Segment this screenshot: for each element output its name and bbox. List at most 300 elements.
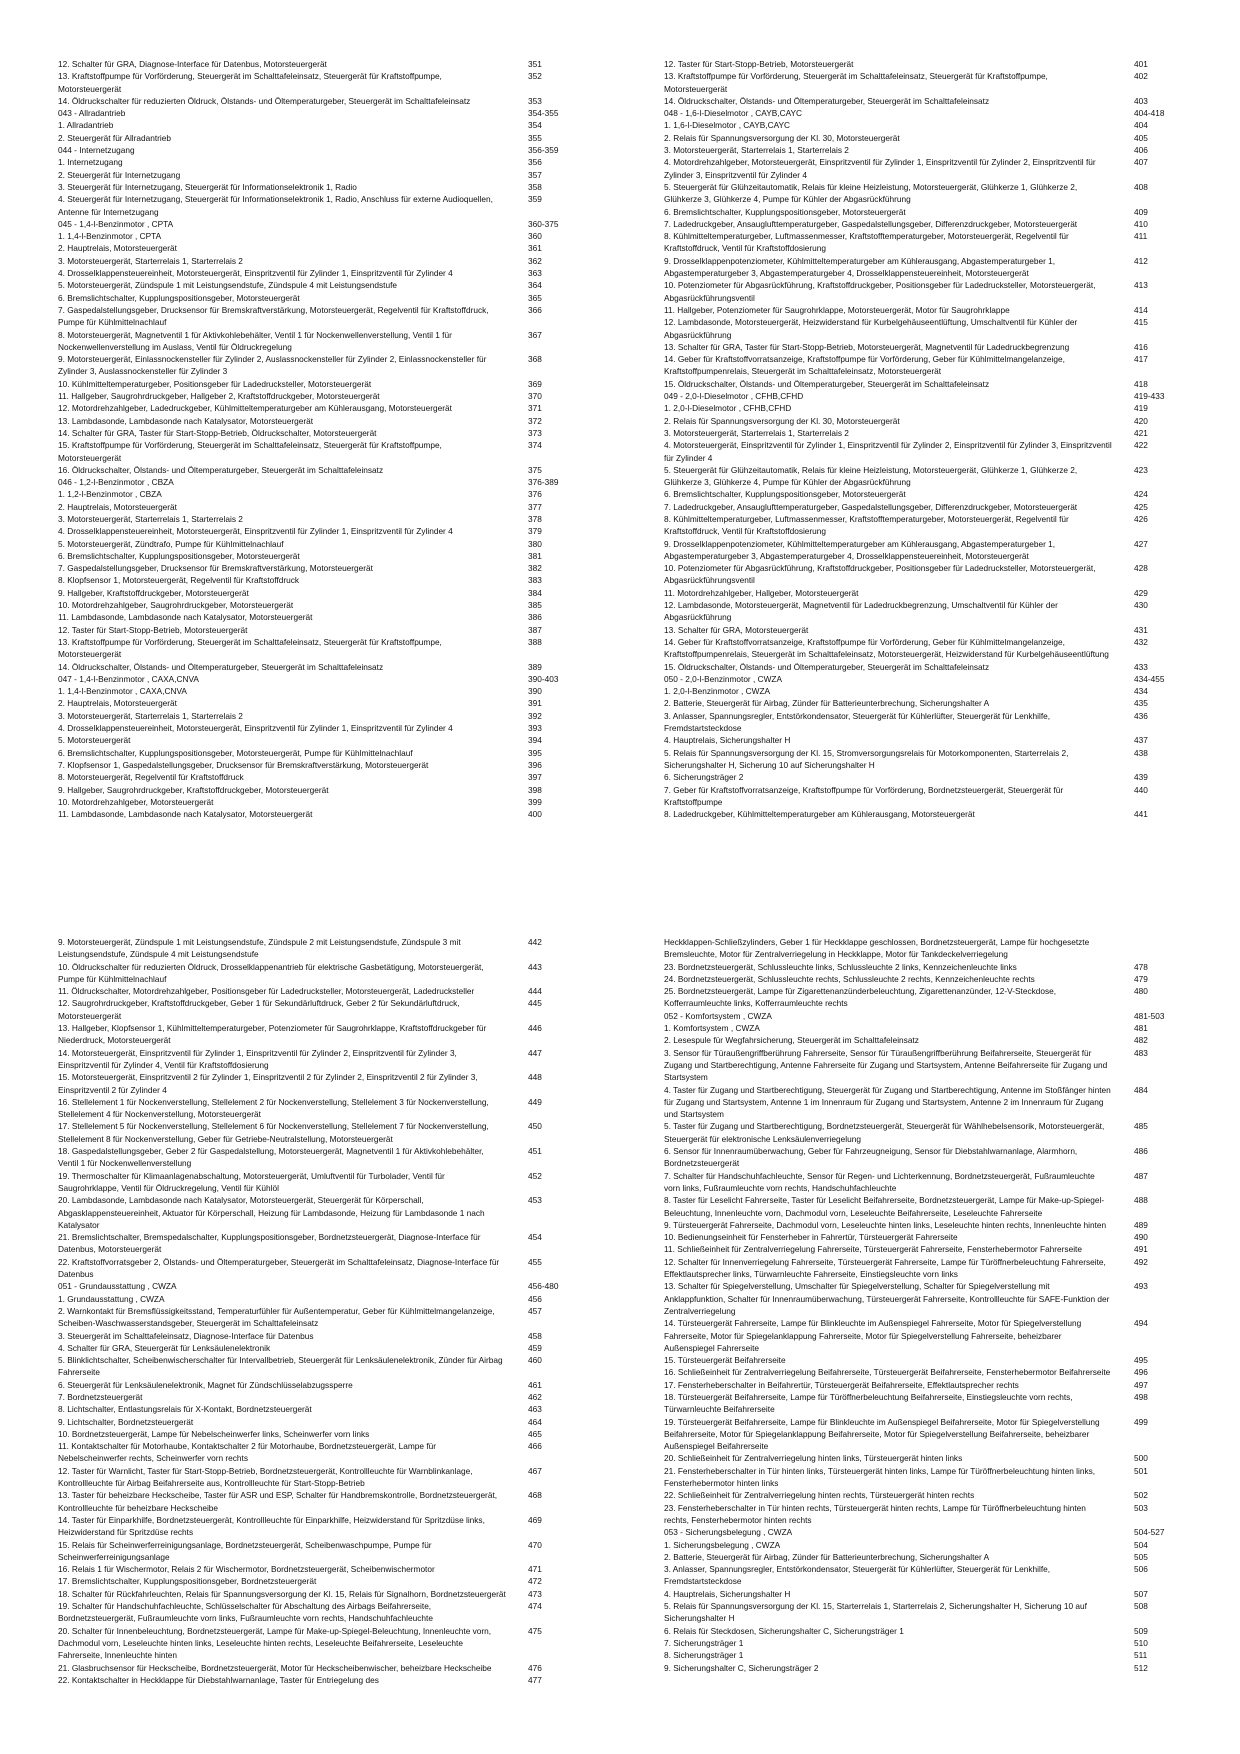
toc-entry — [664, 1084, 1176, 1121]
toc-entry-title: 13. Kraftstoffpumpe für Vorförderung, Steuergerät im Schalttafeleinsatz, Steuergerät für Kraftstoffpumpe, Motorsteuergerät — [58, 636, 442, 660]
toc-entry-title: 9. Drosselklappenpotenziometer, Kühlmitteltemperaturgeber am Kühlerausgang, Abgastemperaturgeber 1, Abgastemperaturgeber 3, Abgastemperaturgeber 4, Drosselklappensteuereinheit, Motorsteuergerät — [664, 538, 1056, 561]
toc-entry — [664, 1416, 1176, 1453]
toc-entry — [664, 685, 1176, 697]
toc-entry-title: 6. Bremslichtschalter, Kupplungspositionsgeber, Motorsteuergerät — [664, 206, 906, 217]
toc-entry-page: 423 — [1134, 464, 1148, 475]
toc-entry-page: 385 — [528, 600, 542, 611]
toc-entry — [664, 378, 1176, 390]
toc-entry-page: 477 — [528, 1674, 542, 1685]
toc-entry-page: 361 — [528, 243, 542, 254]
toc-entry-page: 427 — [1134, 538, 1148, 549]
toc-entry-title: 14. Türsteuergerät Fahrerseite, Lampe für Blinkleuchte im Außenspiegel Fahrerseite, Motor für Spiegelverstellung Fahrerseite, Motor für Spiegelanklappung Fahrerseite, Motor für Spiegelverstellung Fahrerseite, beheizbarer Außenspiegel Fahrerseite — [664, 1318, 1082, 1353]
toc-entry — [58, 329, 570, 354]
toc-entry — [58, 1379, 570, 1391]
toc-entry — [58, 1600, 570, 1625]
toc-entry — [58, 488, 570, 500]
toc-entry — [664, 1145, 1176, 1170]
toc-entry-page: 358 — [528, 181, 542, 192]
toc-entry-page: 410 — [1134, 218, 1148, 229]
toc-entry-title: 24. Bordnetzsteuergerät, Schlussleuchte rechts, Schlussleuchte 2 rechts, Kennzeichenleuchte rechts — [664, 973, 1035, 984]
toc-entry — [664, 390, 1176, 402]
toc-entry — [58, 304, 570, 329]
toc-entry — [664, 95, 1176, 107]
toc-entry-page: 460 — [528, 1355, 542, 1366]
toc-entry-page: 419 — [1134, 403, 1148, 414]
toc-entry — [58, 771, 570, 783]
toc-entry — [58, 525, 570, 537]
toc-column-bottom-left — [58, 936, 570, 1686]
toc-entry — [58, 1674, 570, 1686]
toc-entry-page: 418 — [1134, 378, 1148, 389]
toc-entry — [58, 1170, 570, 1195]
toc-entry-page: 434 — [1134, 686, 1148, 697]
toc-entry — [58, 747, 570, 759]
toc-entry-title: 9. Lichtschalter, Bordnetzsteuergerät — [58, 1416, 194, 1427]
toc-entry-title: 10. Bordnetzsteuergerät, Lampe für Nebelscheinwerfer links, Scheinwerfer vorn links — [58, 1428, 370, 1439]
toc-entry-page: 456-480 — [528, 1281, 559, 1292]
toc-entry-title: 13. Lambdasonde, Lambdasonde nach Katalysator, Motorsteuergerät — [58, 415, 314, 426]
toc-entry-page: 465 — [528, 1428, 542, 1439]
toc-entry-title: 9. Sicherungshalter C, Sicherungsträger 2 — [664, 1662, 819, 1673]
toc-entry — [664, 1231, 1176, 1243]
toc-entry-page: 380 — [528, 538, 542, 549]
toc-entry — [664, 710, 1176, 735]
toc-entry-page: 439 — [1134, 772, 1148, 783]
toc-entry-title: 14. Geber für Kraftstoffvorratsanzeige, Kraftstoffpumpe für Vorförderung, Geber für Kühlmittelmangelanzeige, Kraftstoffpumpenrelais, Steuergerät im Schalttafeleinsatz, Motorsteuergerät — [664, 354, 1065, 377]
toc-entry-page: 480 — [1134, 986, 1148, 997]
toc-entry-page: 356-359 — [528, 145, 559, 156]
toc-entry — [664, 439, 1176, 464]
toc-entry-title: 20. Lambdasonde, Lambdasonde nach Katalysator, Motorsteuergerät, Steuergerät für Körperschall, Abgasklappensteuereinheit, Aktuator für Körperschall, Heizung für Lambdasonde, Heizung für Lambdasonde 1 nach Katalysator — [58, 1195, 485, 1230]
toc-entry-title: 15. Motorsteuergerät, Einspritzventil 2 für Zylinder 1, Einspritzventil 2 für Zylinder 2, Einspritzventil 2 für Zylinder 3, Einspritzventil 2 für Zylinder 4 — [58, 1072, 478, 1095]
toc-entry — [664, 1465, 1176, 1490]
toc-entry-title: 23. Bordnetzsteuergerät, Schlussleuchte links, Schlussleuchte 2 links, Kennzeichenleuchte links — [664, 961, 1017, 972]
toc-entry-page: 412 — [1134, 255, 1148, 266]
toc-entry-page: 378 — [528, 513, 542, 524]
toc-entry-title: 7. Geber für Kraftstoffvorratsanzeige, Kraftstoffpumpe für Vorförderung, Bordnetzsteuergerät, Steuergerät für Kraftstoffpumpe — [664, 784, 1064, 807]
toc-entry-title: 9. Hallgeber, Saugrohrdruckgeber, Kraftstoffdruckgeber, Motorsteuergerät — [58, 784, 329, 795]
toc-entry-page: 387 — [528, 624, 542, 635]
toc-entry — [664, 1649, 1176, 1661]
toc-entry — [58, 1354, 570, 1379]
toc-entry-page: 403 — [1134, 95, 1148, 106]
toc-entry — [58, 1514, 570, 1539]
toc-entry — [58, 1120, 570, 1145]
toc-entry-title: 22. Kontaktschalter in Heckklappe für Diebstahlwarnanlage, Taster für Entriegelung des — [58, 1674, 379, 1685]
toc-entry-title: 12. Lambdasonde, Motorsteuergerät, Heizwiderstand für Kurbelgehäuseentlüftung, Umschaltventil für Kühler der Abgasrückführung — [664, 317, 1078, 340]
toc-entry — [58, 759, 570, 771]
toc-entry-title: 1. Allradantrieb — [58, 120, 114, 131]
toc-entry-page: 494 — [1134, 1318, 1148, 1329]
toc-entry-title: 19. Thermoschalter für Klimaanlagenabschaltung, Motorsteuergerät, Umluftventil für Turbolader, Ventil für Saugrohrklappe, Ventil für Öldruckregelung, Ventil für Kühlöl — [58, 1170, 445, 1193]
toc-entry-page: 462 — [528, 1391, 542, 1402]
toc-entry-page: 376-389 — [528, 477, 559, 488]
toc-entry-page: 482 — [1134, 1035, 1148, 1046]
toc-entry — [664, 562, 1176, 587]
toc-entry-title: 9. Motorsteuergerät, Einlassnockensteller für Zylinder 2, Auslassnockensteller für Zylinder 2, Einlassnockensteller für Zylinder 3, Auslassnockensteller für Zylinder 3 — [58, 354, 487, 377]
toc-entry — [58, 734, 570, 746]
toc-entry-title: 3. Sensor für Türaußengriffberührung Fahrerseite, Sensor für Türaußengriffberührung Beifahrerseite, Steuergerät für Zugang und Startberechtigung, Antenne Fahrerseite für Zugang und Startsystem, Antenne Beifahrerseite für Zugang und Startsystem — [664, 1047, 1108, 1083]
toc-entry — [664, 734, 1176, 746]
toc-entry-title: 5. Relais für Spannungsversorgung der Kl. 15, Starterrelais 1, Starterrelais 2, Sicherungshalter H, Sicherung 10 auf Sicherungshalter H — [664, 1601, 1087, 1624]
toc-entry — [58, 1047, 570, 1072]
toc-entry-title: 1. Grundausstattung , CWZA — [58, 1293, 165, 1304]
toc-entry-title: 050 - 2,0-l-Benzinmotor , CWZA — [664, 673, 783, 684]
toc-entry-page: 478 — [1134, 961, 1148, 972]
toc-entry-title: 2. Relais für Spannungsversorgung der Kl. 30, Motorsteuergerät — [664, 415, 900, 426]
toc-entry-title: 3. Motorsteuergerät, Starterrelais 1, Starterrelais 2 — [58, 513, 243, 524]
toc-entry — [58, 230, 570, 242]
toc-entry — [664, 255, 1176, 280]
toc-entry-page: 409 — [1134, 206, 1148, 217]
toc-entry-title: 047 - 1,4-l-Benzinmotor , CAXA,CNVA — [58, 673, 199, 684]
toc-entry-page: 376 — [528, 489, 542, 500]
toc-entry — [664, 1600, 1176, 1625]
toc-entry-title: 053 - Sicherungsbelegung , CWZA — [664, 1527, 793, 1538]
toc-entry — [664, 1637, 1176, 1649]
toc-entry-title: 6. Bremslichtschalter, Kupplungspositionsgeber, Motorsteuergerät — [58, 292, 300, 303]
toc-entry-title: 19. Türsteuergerät Beifahrerseite, Lampe für Blinkleuchte im Außenspiegel Beifahrerseite, Motor für Spiegelverstellung Beifahrerseite, Motor für Spiegelanklappung Beifahrerseite, Motor für Spiegelverstellung Beifahrerseite, beheizbarer Außenspiegel Beifahrerseite — [664, 1416, 1100, 1452]
toc-entry-page: 506 — [1134, 1564, 1148, 1575]
toc-entry-title: 7. Ladedruckgeber, Ansauglufttemperaturgeber, Gaspedalstellungsgeber, Differenzdruckgeber, Motorsteuergerät — [664, 501, 1078, 512]
toc-entry-title: 17. Stellelement 5 für Nockenverstellung, Stellelement 6 für Nockenverstellung, Stellelement 7 für Nockenverstellung, Stellelement 8 für Nockenverstellung, Geber für Getriebe-Neutralstellung, Motorsteuergerät — [58, 1121, 489, 1144]
toc-entry-page: 440 — [1134, 784, 1148, 795]
toc-entry-page: 352 — [528, 71, 542, 82]
toc-entry — [664, 353, 1176, 378]
toc-entry-page: 461 — [528, 1379, 542, 1390]
toc-entry — [58, 661, 570, 673]
toc-entry — [58, 636, 570, 661]
toc-entry-page: 441 — [1134, 809, 1148, 820]
toc-entry — [664, 1256, 1176, 1281]
toc-entry-title: 1. 2,0-l-Dieselmotor , CFHB,CFHD — [664, 403, 792, 414]
toc-entry — [58, 1071, 570, 1096]
toc-entry-title: 7. Gaspedalstellungsgeber, Drucksensor für Bremskraftverstärkung, Motorsteuergerät — [58, 563, 373, 574]
toc-entry-title: 2. Batterie, Steuergerät für Airbag, Zünder für Batterieunterbrechung, Sicherungshalter A — [664, 698, 990, 709]
toc-entry-title: 17. Bremslichtschalter, Kupplungspositionsgeber, Bordnetzsteuergerät — [58, 1576, 317, 1587]
toc-entry-title: 1. 1,6-l-Dieselmotor , CAYB,CAYC — [664, 120, 791, 131]
toc-entry-page: 397 — [528, 772, 542, 783]
toc-entry — [58, 58, 570, 70]
toc-entry — [58, 1662, 570, 1674]
toc-entry-title: 4. Hauptrelais, Sicherungshalter H — [664, 1588, 791, 1599]
toc-entry-page: 479 — [1134, 973, 1148, 984]
toc-entry-page: 408 — [1134, 181, 1148, 192]
toc-entry-page: 484 — [1134, 1084, 1148, 1095]
toc-entry-title: 1. Sicherungsbelegung , CWZA — [664, 1539, 781, 1550]
toc-entry-page: 458 — [528, 1330, 542, 1341]
toc-entry-title: 2. Batterie, Steuergerät für Airbag, Zünder für Batterieunterbrechung, Sicherungshalter A — [664, 1551, 990, 1562]
toc-entry-page: 436 — [1134, 710, 1148, 721]
toc-entry — [664, 538, 1176, 563]
toc-entry-page: 433 — [1134, 661, 1148, 672]
toc-entry — [58, 1403, 570, 1415]
toc-entry-title: 2. Warnkontakt für Bremsflüssigkeitsstand, Temperaturfühler für Außentemperatur, Geber für Kühlmittelmangelanzeige, Scheiben-Waschwasserstandsgeber, Steuergerät im Schalttafeleinsatz — [58, 1305, 495, 1329]
toc-entry-title: 7. Klopfsensor 1, Gaspedalstellungsgeber, Drucksensor für Bremskraftverstärkung, Motorsteuergerät — [58, 759, 429, 770]
toc-entry-page: 469 — [528, 1514, 542, 1525]
toc-entry-page: 474 — [528, 1601, 542, 1612]
toc-entry-title: 17. Fensterheberschalter in Beifahrertür, Türsteuergerät Beifahrerseite, Effektlautsprecher rechts — [664, 1379, 1019, 1390]
toc-entry-title: 7. Ladedruckgeber, Ansauglufttemperaturgeber, Gaspedalstellungsgeber, Differenzdruckgeber, Motorsteuergerät — [664, 218, 1078, 229]
toc-entry — [58, 784, 570, 796]
toc-entry-title: 7. Sicherungsträger 1 — [664, 1637, 744, 1648]
toc-entry-title: 21. Glasbruchsensor für Heckscheibe, Bordnetzsteuergerät, Motor für Heckscheibenwischer, beheizbare Heckscheibe — [58, 1662, 492, 1673]
toc-entry-title: 8. Motorsteuergerät, Magnetventil 1 für Aktivkohlebehälter, Ventil 1 für Nockenwellenverstellung, Ventil 1 für Nockenwellenverstellung im Auslass, Ventil für Öldruckregelung — [58, 329, 452, 352]
toc-entry-page: 379 — [528, 526, 542, 537]
toc-entry-page: 472 — [528, 1576, 542, 1587]
toc-entry-page: 500 — [1134, 1453, 1148, 1464]
toc-entry-title: 6. Sicherungsträger 2 — [664, 772, 744, 783]
toc-entry-page: 510 — [1134, 1637, 1148, 1648]
toc-entry-page: 431 — [1134, 624, 1148, 635]
toc-entry — [664, 784, 1176, 809]
toc-entry-title: 045 - 1,4-l-Benzinmotor , CPTA — [58, 218, 174, 229]
toc-entry-title: 1. 1,4-l-Benzinmotor , CAXA,CNVA — [58, 686, 187, 697]
toc-entry-title: 4. Motordrehzahlgeber, Motorsteuergerät, Einspritzventil für Zylinder 1, Einspritzventil für Zylinder 2, Einspritzventil für Zylinder 3, Einspritzventil für Zylinder 4 — [664, 157, 1096, 180]
toc-entry — [664, 1452, 1176, 1464]
toc-entry-title: 6. Relais für Steckdosen, Sicherungshalter C, Sicherungsträger 1 — [664, 1625, 904, 1636]
toc-entry-page: 504-527 — [1134, 1527, 1165, 1538]
toc-entry — [664, 1047, 1176, 1084]
toc-entry-title: 15. Relais für Scheinwerferreinigungsanlage, Bordnetzsteuergerät, Scheibenwaschpumpe, Pumpe für Scheinwerferreinigungsanlage — [58, 1539, 432, 1562]
toc-entry-page: 447 — [528, 1047, 542, 1058]
toc-entry — [58, 95, 570, 107]
toc-entry — [58, 1489, 570, 1514]
toc-entry — [58, 193, 570, 218]
toc-entry-title: 3. Steuergerät für Internetzugang, Steuergerät für Informationselektronik 1, Radio — [58, 181, 357, 192]
toc-entry — [58, 353, 570, 378]
toc-entry-page: 486 — [1134, 1146, 1148, 1157]
toc-entry-title: 1. 2,0-l-Benzinmotor , CWZA — [664, 686, 771, 697]
toc-entry — [58, 390, 570, 402]
toc-entry-page: 490 — [1134, 1232, 1148, 1243]
toc-entry-page: 428 — [1134, 563, 1148, 574]
toc-entry-page: 351 — [528, 59, 542, 69]
toc-entry-page: 404-418 — [1134, 108, 1165, 119]
toc-entry-title: 12. Schalter für Innenverriegelung Fahrerseite, Türsteuergerät Fahrerseite, Lampe für Türöffnerbeleuchtung Fahrerseite, Effektlautsprecher links, Türwarnleuchte Fahrerseite, Einstiegsleuchte vorn links — [664, 1256, 1106, 1280]
toc-entry-title: 18. Türsteuergerät Beifahrerseite, Lampe für Türöffnerbeleuchtung Beifahrerseite, Einstiegsleuchte vorn rechts, Türwarnleuchte Beifahrerseite — [664, 1391, 1073, 1415]
toc-entry-page: 364 — [528, 280, 542, 291]
toc-entry-page: 471 — [528, 1564, 542, 1575]
toc-entry-page: 497 — [1134, 1379, 1148, 1390]
toc-entry-page: 464 — [528, 1416, 542, 1427]
toc-entry-title: 10. Motordrehzahlgeber, Motorsteuergerät — [58, 796, 214, 807]
toc-entry-page: 442 — [528, 937, 542, 947]
toc-entry-page: 369 — [528, 378, 542, 389]
toc-entry-page: 434-455 — [1134, 673, 1165, 684]
toc-entry-title: 2. Steuergerät für Allradantrieb — [58, 132, 171, 143]
toc-entry — [664, 1194, 1176, 1219]
toc-entry — [58, 1342, 570, 1354]
toc-entry-title: 13. Schalter für Spiegelverstellung, Umschalter für Spiegelverstellung, Schalter für Spiegelverstellung mit Anklappfunktion, Schalter für Innenraumüberwachung, Türsteuergerät Fahrerseite, Kontrollleuchte für SAFE-Funktion der Zentralverriegelung — [664, 1281, 1110, 1316]
toc-entry — [664, 1502, 1176, 1527]
toc-entry — [664, 501, 1176, 513]
toc-entry-page: 416 — [1134, 341, 1148, 352]
toc-entry-title: 14. Öldruckschalter, Ölstands- und Öltemperaturgeber, Steuergerät im Schalttafeleinsatz — [664, 95, 990, 106]
toc-entry-page: 398 — [528, 784, 542, 795]
toc-entry — [58, 562, 570, 574]
toc-entry-page: 438 — [1134, 747, 1148, 758]
toc-entry — [664, 1539, 1176, 1551]
toc-entry-page: 429 — [1134, 587, 1148, 598]
toc-entry — [664, 636, 1176, 661]
toc-entry-page: 413 — [1134, 280, 1148, 291]
toc-entry-page: 467 — [528, 1465, 542, 1476]
toc-entry-page: 362 — [528, 255, 542, 266]
toc-column-top-right — [664, 58, 1176, 820]
toc-entry-title: 3. Anlasser, Spannungsregler, Entstörkondensator, Steuergerät für Kühlerlüfter, Steuergerät für Lenkhilfe, Fremdstartsteckdose — [664, 1564, 1051, 1587]
toc-entry-title: 4. Drosselklappensteuereinheit, Motorsteuergerät, Einspritzventil für Zylinder 1, Einspritzventil für Zylinder 4 — [58, 526, 453, 537]
toc-entry-page: 491 — [1134, 1244, 1148, 1255]
toc-entry-page: 372 — [528, 415, 542, 426]
toc-entry-title: 8. Sicherungsträger 1 — [664, 1650, 744, 1661]
toc-entry — [58, 1305, 570, 1330]
toc-entry-page: 508 — [1134, 1601, 1148, 1612]
toc-entry-page: 501 — [1134, 1465, 1148, 1476]
toc-entry — [58, 1231, 570, 1256]
toc-entry — [58, 169, 570, 181]
toc-entry — [58, 181, 570, 193]
toc-entry — [58, 513, 570, 525]
toc-entry-page: 421 — [1134, 427, 1148, 438]
toc-entry — [664, 513, 1176, 538]
toc-entry — [58, 985, 570, 997]
toc-entry — [664, 488, 1176, 500]
toc-entry — [58, 218, 570, 230]
toc-entry-title: 9. Türsteuergerät Fahrerseite, Dachmodul vorn, Leseleuchte hinten links, Leseleuchte hinten rechts, Innenleuchte hinten — [664, 1219, 1107, 1230]
toc-entry-title: 12. Taster für Start-Stopp-Betrieb, Motorsteuergerät — [58, 624, 248, 635]
toc-entry — [664, 1625, 1176, 1637]
toc-entry — [58, 1145, 570, 1170]
toc-entry-page: 360 — [528, 231, 542, 242]
toc-entry — [58, 587, 570, 599]
toc-entry-page: 498 — [1134, 1391, 1148, 1402]
toc-entry-page: 437 — [1134, 735, 1148, 746]
toc-entry-title: 1. Internetzugang — [58, 157, 123, 168]
toc-entry-title: 13. Taster für beheizbare Heckscheibe, Taster für ASR und ESP, Schalter für Handbremskontrolle, Bordnetzsteuergerät, Kontrollleuchte für beheizbare Heckscheibe — [58, 1490, 498, 1513]
toc-entry-title: 13. Hallgeber, Klopfsensor 1, Kühlmitteltemperaturgeber, Potenziometer für Saugrohrklappe, Kraftstoffdruckgeber für Niederdruck, Motorsteuergerät — [58, 1023, 487, 1046]
toc-entry-title: 4. Schalter für GRA, Steuergerät für Lenksäulenelektronik — [58, 1342, 271, 1353]
toc-entry-page: 371 — [528, 403, 542, 414]
toc-entry-title: 22. Schließeinheit für Zentralverriegelung hinten rechts, Türsteuergerät hinten rechts — [664, 1490, 975, 1501]
toc-entry-title: 11. Motordrehzahlgeber, Hallgeber, Motorsteuergerät — [664, 587, 859, 598]
toc-entry-title: 23. Fensterheberschalter in Tür hinten rechts, Türsteuergerät hinten rechts, Lampe für Türöffnerbeleuchtung hinten rechts, Fensterhebermotor hinten rechts — [664, 1502, 1086, 1525]
toc-entry-title: 3. Motorsteuergerät, Starterrelais 1, Starterrelais 2 — [58, 255, 243, 266]
toc-entry-title: 12. Taster für Warnlicht, Taster für Start-Stopp-Betrieb, Bordnetzsteuergerät, Kontrollleuchte für Warnblinkanlage, Kontrollleuchte für Airbag Beifahrerseite aus, Kontrollleuchte für Start-Stopp-Betrieb — [58, 1465, 473, 1489]
toc-entry-page: 463 — [528, 1404, 542, 1415]
toc-entry-page: 367 — [528, 329, 542, 340]
toc-entry-page: 414 — [1134, 304, 1148, 315]
toc-entry — [664, 1551, 1176, 1563]
toc-entry-title: 3. Motorsteuergerät, Starterrelais 1, Starterrelais 2 — [664, 427, 849, 438]
toc-entry — [58, 1194, 570, 1231]
toc-entry-page: 370 — [528, 391, 542, 402]
toc-entry-title: 12. Taster für Start-Stopp-Betrieb, Motorsteuergerät — [664, 59, 854, 69]
toc-entry-page: 411 — [1134, 231, 1148, 242]
toc-entry-title: 5. Motorsteuergerät, Zündtrafo, Pumpe für Kühlmittelnachlauf — [58, 538, 284, 549]
toc-entry-page: 417 — [1134, 354, 1148, 365]
toc-entry — [664, 985, 1176, 1010]
toc-entry — [58, 1022, 570, 1047]
toc-entry-title: 13. Schalter für GRA, Taster für Start-Stopp-Betrieb, Motorsteuergerät, Magnetventil für Ladedruckbegrenzung — [664, 341, 1070, 352]
toc-entry — [664, 279, 1176, 304]
toc-entry-title: 15. Kraftstoffpumpe für Vorförderung, Steuergerät im Schalttafeleinsatz, Steuergerät für Kraftstoffpumpe, Motorsteuergerät — [58, 440, 442, 463]
toc-entry — [58, 427, 570, 439]
toc-entry-title: 10. Bedienungseinheit für Fensterheber in Fahrertür, Türsteuergerät Fahrerseite — [664, 1232, 958, 1243]
toc-entry-page: 404 — [1134, 120, 1148, 131]
toc-entry — [58, 144, 570, 156]
toc-entry-page: 392 — [528, 710, 542, 721]
toc-entry — [664, 341, 1176, 353]
toc-entry — [664, 132, 1176, 144]
toc-entry-page: 489 — [1134, 1219, 1148, 1230]
toc-entry-title: 11. Öldruckschalter, Motordrehzahlgeber, Positionsgeber für Ladedrucksteller, Motorsteuergerät, Ladedrucksteller — [58, 986, 475, 997]
toc-entry — [58, 538, 570, 550]
toc-entry-page: 368 — [528, 354, 542, 365]
toc-entry-title: 16. Schließeinheit für Zentralverriegelung Beifahrerseite, Türsteuergerät Beifahrerseite, Fensterhebermotor Beifahrerseite — [664, 1367, 1111, 1378]
toc-entry — [58, 1625, 570, 1662]
toc-entry-title: 1. 1,4-l-Benzinmotor , CPTA — [58, 231, 162, 242]
toc-entry-title: 11. Kontaktschalter für Motorhaube, Kontaktschalter 2 für Motorhaube, Bordnetzsteuergerät, Lampe für Nebelscheinwerfer rechts, Scheinwerfer vorn rechts — [58, 1441, 437, 1464]
toc-entry-title: 3. Motorsteuergerät, Starterrelais 1, Starterrelais 2 — [58, 710, 243, 721]
toc-entry — [58, 1440, 570, 1465]
toc-entry-title: 10. Motordrehzahlgeber, Saugrohrdruckgeber, Motorsteuergerät — [58, 600, 294, 611]
toc-entry-page: 390-403 — [528, 673, 559, 684]
toc-entry-title: 15. Öldruckschalter, Ölstands- und Öltemperaturgeber, Steuergerät im Schalttafeleinsatz — [664, 378, 990, 389]
toc-entry — [664, 415, 1176, 427]
toc-entry-title: 1. Komfortsystem , CWZA — [664, 1023, 760, 1034]
toc-entry-title: 16. Relais 1 für Wischermotor, Relais 2 für Wischermotor, Bordnetzsteuergerät, Scheibenwischermotor — [58, 1564, 435, 1575]
toc-entry-title: 19. Schalter für Handschuhfachleuchte, Schlüsselschalter für Abschaltung des Airbags Beifahrerseite, Bordnetzsteuergerät, Fußraumleuchte vorn links, Fußraumleuchte vorn rechts, Handschuhfachleuchte — [58, 1601, 433, 1624]
toc-entry-page: 383 — [528, 575, 542, 586]
toc-entry-title: 12. Schalter für GRA, Diagnose-Interface für Datenbus, Motorsteuergerät — [58, 59, 327, 69]
toc-entry-title: 2. Steuergerät für Internetzugang — [58, 169, 181, 180]
toc-entry — [58, 1588, 570, 1600]
toc-entry-title: 6. Sensor für Innenraumüberwachung, Geber für Fahrzeugneigung, Sensor für Diebstahlwarnanlage, Alarmhorn, Bordnetzsteuergerät — [664, 1146, 1078, 1169]
toc-entry — [58, 550, 570, 562]
toc-entry — [664, 230, 1176, 255]
toc-entry-title: 11. Hallgeber, Potenziometer für Saugrohrklappe, Motorsteuergerät, Motor für Saugrohrklappe — [664, 304, 1010, 315]
toc-column-top-left — [58, 58, 570, 820]
toc-entry-title: 10. Potenziometer für Abgasrückführung, Kraftstoffdruckgeber, Positionsgeber für Ladedrucksteller, Motorsteuergerät, Abgasrückführungsventil — [664, 563, 1096, 586]
toc-entry — [58, 936, 570, 961]
toc-entry — [664, 1280, 1176, 1317]
toc-entry-page: 485 — [1134, 1121, 1148, 1132]
toc-entry — [58, 611, 570, 623]
toc-entry — [58, 107, 570, 119]
toc-entry — [664, 1170, 1176, 1195]
toc-entry — [664, 771, 1176, 783]
toc-entry-page: 377 — [528, 501, 542, 512]
toc-entry-title: 6. Steuergerät für Lenksäulenelektronik, Magnet für Zündschlüsselabzugssperre — [58, 1379, 353, 1390]
toc-entry-page: 395 — [528, 747, 542, 758]
toc-entry — [664, 599, 1176, 624]
toc-entry-page: 504 — [1134, 1539, 1148, 1550]
toc-entry-page: 450 — [528, 1121, 542, 1132]
toc-entry — [58, 501, 570, 513]
toc-entry-page: 511 — [1134, 1650, 1148, 1661]
toc-entry-title: 7. Gaspedalstellungsgeber, Drucksensor für Bremskraftverstärkung, Motorsteuergerät, Regelventil für Kraftstoffdruck, Pumpe für Kühlmittelnachlauf — [58, 304, 489, 328]
toc-entry-page: 466 — [528, 1441, 542, 1452]
toc-entry-title: 14. Öldruckschalter, Ölstands- und Öltemperaturgeber, Steuergerät im Schalttafeleinsatz — [58, 661, 384, 672]
toc-entry — [58, 476, 570, 488]
toc-entry — [58, 796, 570, 808]
toc-entry-page: 422 — [1134, 440, 1148, 451]
toc-entry-title: 6. Bremslichtschalter, Kupplungspositionsgeber, Motorsteuergerät, Pumpe für Kühlmittelnachlauf — [58, 747, 413, 758]
toc-entry-title: 13. Kraftstoffpumpe für Vorförderung, Steuergerät im Schalttafeleinsatz, Steuergerät für Kraftstoffpumpe, Motorsteuergerät — [58, 71, 442, 94]
toc-entry — [58, 439, 570, 464]
toc-entry-title: 5. Relais für Spannungsversorgung der Kl. 15, Stromversorgungsrelais für Motorkomponenten, Starterrelais 2, Sicherungshalter H, Sicherung 10 auf Sicherungshalter H — [664, 747, 1069, 770]
